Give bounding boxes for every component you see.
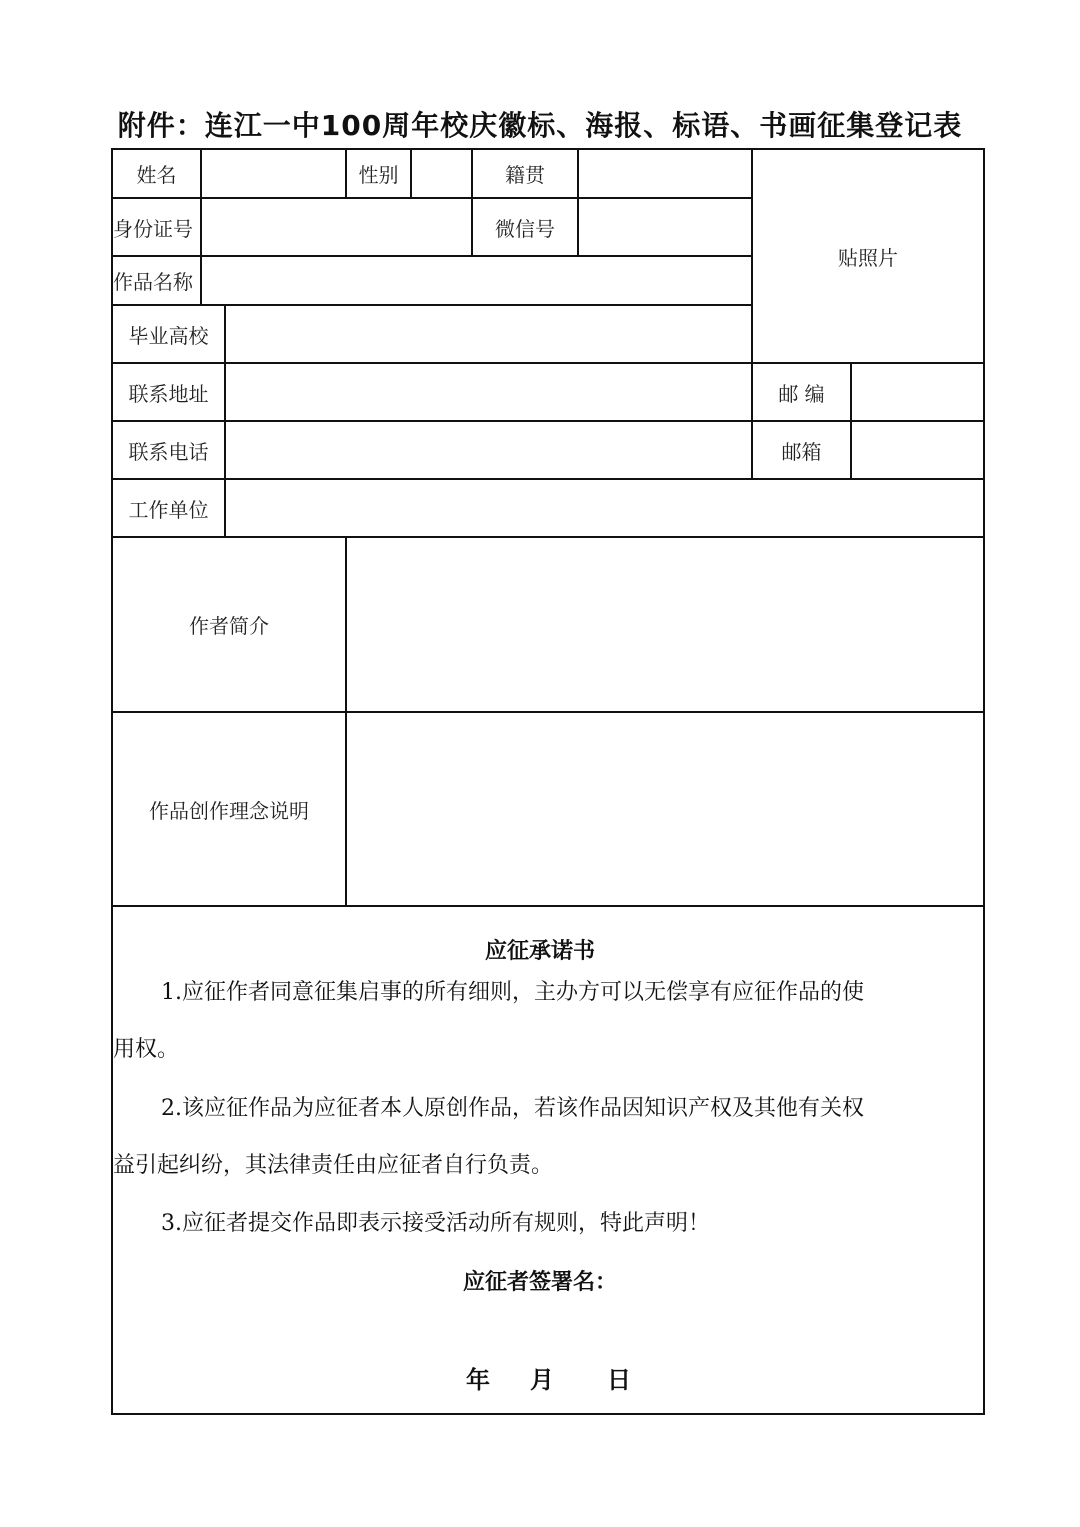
id-number-label: 身份证号 bbox=[113, 216, 193, 241]
pledge-item-3-text: 3.应征者提交作品即表示接受活动所有规则，特此声明！ bbox=[161, 1211, 710, 1236]
employer-label: 工作单位 bbox=[128, 497, 209, 522]
photo-label: 贴照片 bbox=[838, 245, 898, 270]
phone-label: 联系电话 bbox=[128, 439, 209, 464]
pledge-item-2 bbox=[113, 1080, 983, 1194]
pledge-item-1-line-2: 用权。 bbox=[113, 1037, 180, 1062]
concept-field[interactable] bbox=[347, 713, 983, 905]
date-day: 日 bbox=[607, 1366, 631, 1394]
name-field[interactable] bbox=[202, 150, 345, 197]
pledge-title: 应征承诺书 bbox=[484, 939, 595, 964]
postcode-field[interactable] bbox=[852, 364, 983, 420]
gender-field[interactable] bbox=[412, 150, 471, 197]
pledge-item-3 bbox=[113, 1195, 983, 1252]
concept-label: 作品创作理念说明 bbox=[149, 798, 309, 823]
university-label: 毕业高校 bbox=[128, 323, 209, 348]
pledge-item-2-line-1: 2.该应征作品为应征者本人原创作品，若该作品因知识产权及其他有关权 bbox=[161, 1096, 864, 1121]
pledge-item-2-line-2: 益引起纠纷，其法律责任由应征者自行负责。 bbox=[113, 1153, 554, 1178]
phone-field[interactable] bbox=[226, 422, 751, 478]
postcode-label: 邮 编 bbox=[778, 381, 825, 406]
email-field[interactable] bbox=[852, 422, 983, 478]
bio-field[interactable] bbox=[347, 538, 983, 711]
name-label: 姓名 bbox=[136, 163, 177, 187]
signature-label: 应征者签署名： bbox=[462, 1270, 617, 1295]
native-place-label: 籍贯 bbox=[505, 163, 545, 187]
bio-label: 作者简介 bbox=[189, 614, 269, 638]
pledge-item-1 bbox=[113, 964, 983, 1078]
wechat-field[interactable] bbox=[579, 199, 751, 255]
date-year: 年 bbox=[466, 1366, 490, 1394]
university-field[interactable] bbox=[226, 306, 751, 362]
pledge-item-1-line-1: 1.应征作者同意征集启事的所有细则，主办方可以无偿享有应征作品的使 bbox=[161, 980, 864, 1005]
work-title-label: 作品名称 bbox=[113, 270, 193, 294]
work-title-field[interactable] bbox=[202, 257, 751, 304]
address-label: 联系地址 bbox=[128, 381, 209, 406]
email-label: 邮箱 bbox=[781, 439, 822, 464]
address-field[interactable] bbox=[226, 364, 751, 420]
employer-field[interactable] bbox=[226, 480, 983, 536]
wechat-label: 微信号 bbox=[495, 216, 555, 241]
native-place-field[interactable] bbox=[579, 150, 751, 197]
date-month: 月 bbox=[530, 1366, 554, 1394]
gender-label: 性别 bbox=[358, 163, 399, 187]
page-title: 附件：连江一中100周年校庆徽标、海报、标语、书画征集登记表 bbox=[117, 109, 963, 142]
id-number-field[interactable] bbox=[202, 199, 471, 255]
